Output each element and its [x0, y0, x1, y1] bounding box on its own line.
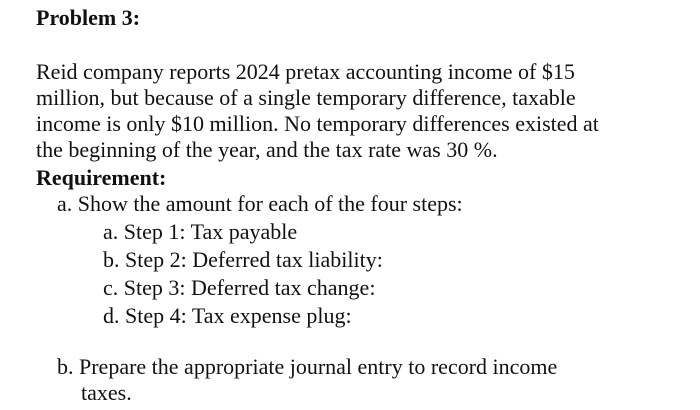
statement-line: million, but because of a single temporary difference, taxable [36, 85, 576, 110]
step-item: b. Step 2: Deferred tax liability: [103, 247, 383, 272]
steps-list [103, 218, 383, 330]
item-b-line: taxes. [81, 380, 132, 405]
statement-line: Reid company reports 2024 pretax accounting income of $15 [36, 59, 575, 84]
problem-statement [36, 59, 676, 163]
problem-title: Problem 3: [36, 5, 141, 30]
step-item: d. Step 4: Tax expense plug: [103, 303, 352, 328]
requirement-item-b [57, 354, 677, 406]
requirement-item-a: a. Show the amount for each of the four steps: [57, 191, 463, 216]
step-item: c. Step 3: Deferred tax change: [103, 275, 376, 300]
step-item: a. Step 1: Tax payable [103, 219, 298, 244]
item-b-line: b. Prepare the appropriate journal entry to record income [57, 354, 558, 379]
statement-line: the beginning of the year, and the tax rate was 30 %. [36, 137, 498, 162]
requirement-heading: Requirement: [36, 165, 167, 190]
statement-line: income is only $10 million. No temporary differences existed at [36, 111, 599, 136]
